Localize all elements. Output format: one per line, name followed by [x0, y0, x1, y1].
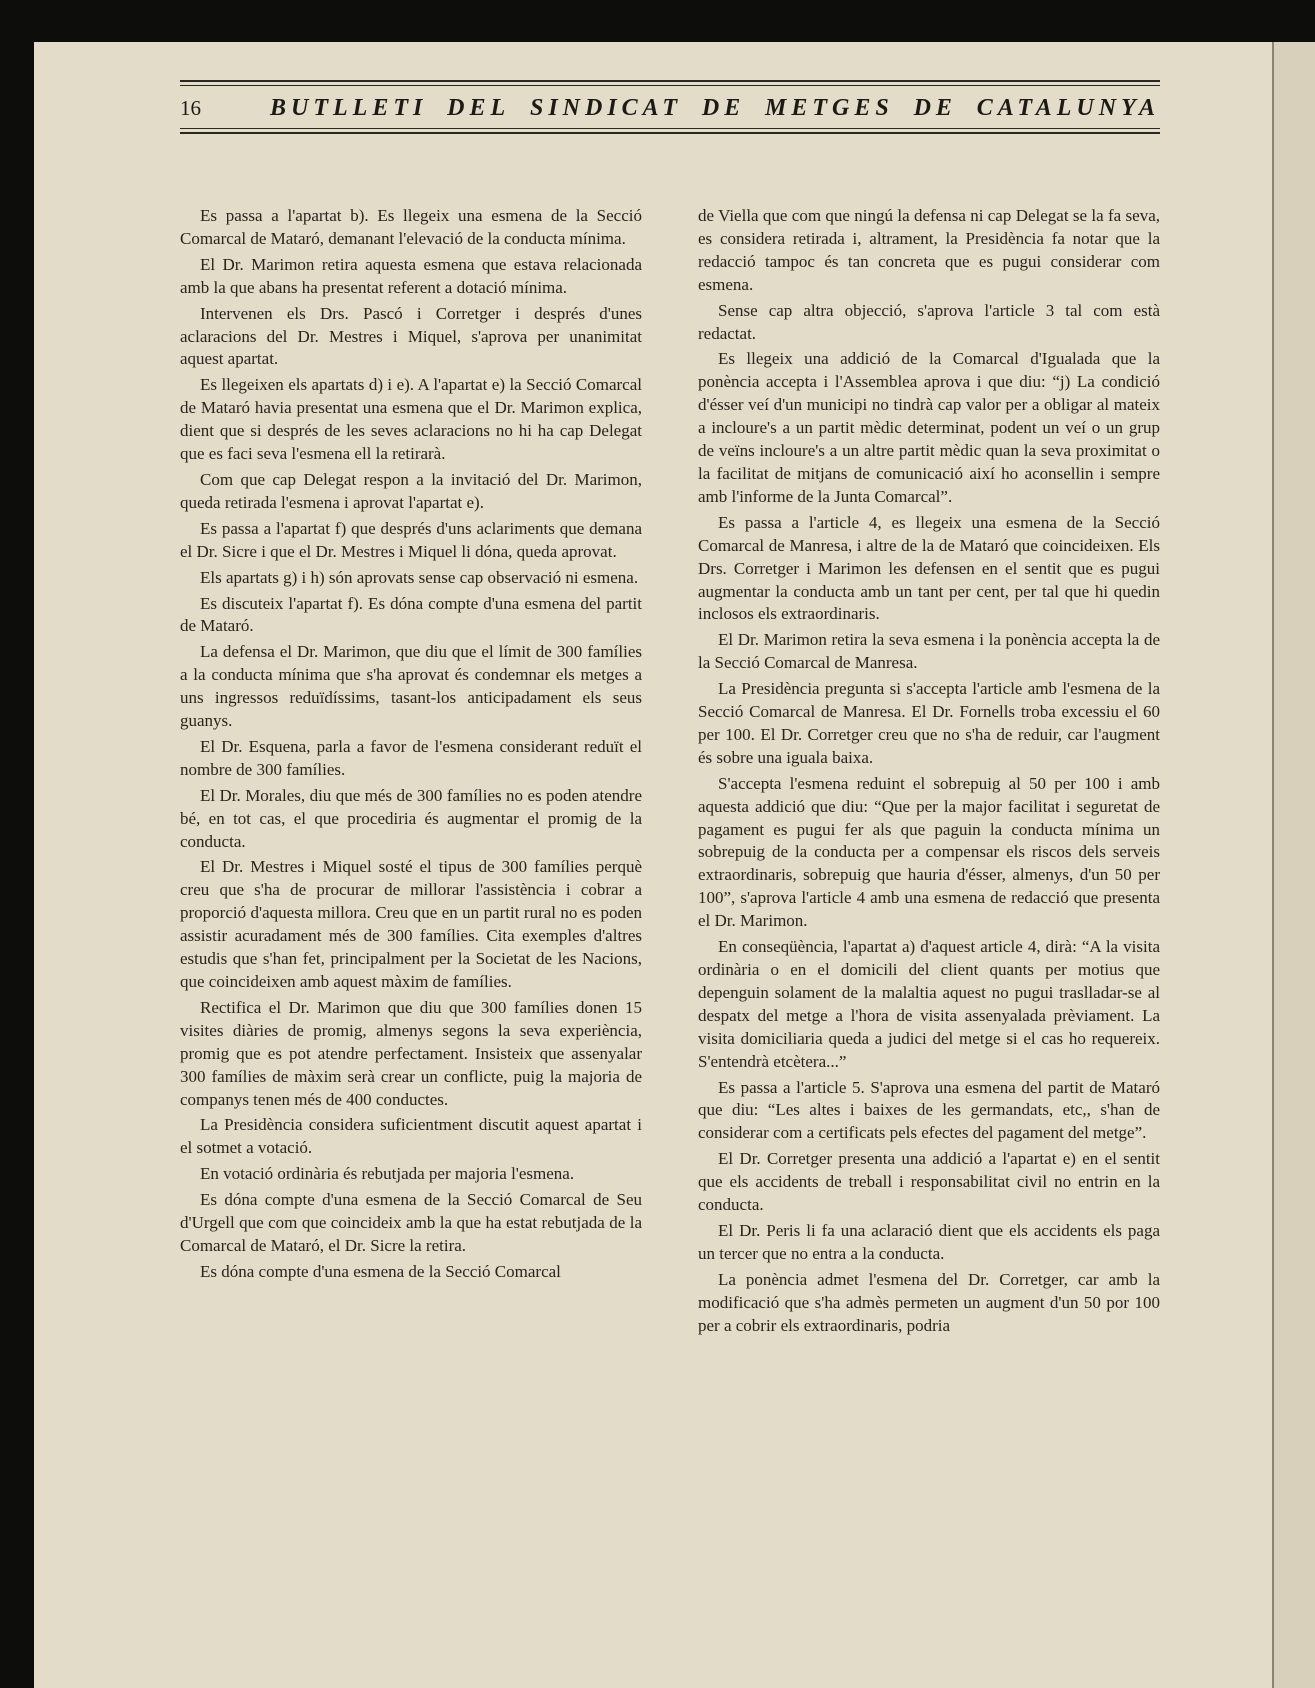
title-word: DE [701, 95, 746, 121]
title-word: DE [913, 95, 957, 121]
paragraph: S'accepta l'esmena reduint el sobrepuig al 50 per 100 i amb aquesta addició que diu: “Que per la major facilitat i seguretat de pagament es pugui fer als que paguin la conducta mínima un sobrepuig de la conducta per a compensar els riscos dels serveis extraordinaris, sobrepuig que hauria d'ésser, almenys, d'un 50 per 100”, s'aprova l'article 4 amb una esmena de redacció que presenta el Dr. Marimon. [698, 773, 1160, 931]
paragraph: Com que cap Delegat respon a la invitació del Dr. Marimon, queda retirada l'esmena i aprovat l'apartat e). [180, 469, 642, 512]
paragraph: Rectifica el Dr. Marimon que diu que 300 famílies donen 15 visites diàries de promig, almenys segons la seva experiència, promig que es pot atendre perfectament. Insisteix que assenyalar 300 famílies de màxim serà crear un conflicte, puig la majoria de companys tenen més de 400 conductes. [180, 997, 642, 1109]
header-bottom-rule-thin [180, 128, 1160, 129]
paragraph: Es dóna compte d'una esmena de la Secció Comarcal [200, 1261, 561, 1281]
paragraph: El Dr. Corretger presenta una addició a l'apartat e) en el sentit que els accidents de treball i responsabilitat civil no entrin en la conducta. [698, 1149, 1160, 1215]
header-row [180, 89, 1160, 128]
paragraph: Els apartats g) i h) són aprovats sense cap observació ni esmena. [200, 567, 639, 587]
paragraph: Es passa a l'apartat f) que després d'uns aclariments que demana el Dr. Sicre i que el Dr. Mestres i Miquel li dóna, queda aprovat. [180, 518, 642, 561]
paragraph: Intervenen els Drs. Pascó i Corretger i després d'unes aclaracions del Dr. Mestres i Miquel, s'aprova per unanimitat aquest apartat. [180, 303, 642, 369]
running-header [180, 80, 1160, 137]
title-word: CATALUNYA [976, 95, 1160, 121]
paragraph: En conseqüència, l'apartat a) d'aquest article 4, dirà: “A la visita ordinària o en el domicili del client quants per motius que depenguin solament de la malaltia aquest no pugui traslladar-se al despatx del metge a l'hora de visita assenyalada prèviament. La visita domiciliaria queda a judici del metge si el cas ho requereix. S'entendrà etcètera...” [698, 937, 1160, 1071]
paragraph: El Dr. Peris li fa una aclaració dient que els accidents els paga un tercer que no entra a la conducta. [698, 1220, 1160, 1263]
paragraph: La Presidència pregunta si s'accepta l'article amb l'esmena de la Secció Comarcal de Manresa. El Dr. Fornells troba excessiu el 60 per 100. El Dr. Corretger creu que no s'ha de reduir, car l'augment és sobre una iguala baixa. [698, 679, 1160, 767]
title-word: BUTLLETI [270, 95, 428, 121]
right-column [698, 205, 1160, 1341]
publication-title [270, 95, 1160, 122]
paragraph: La Presidència considera suficientment discutit aquest apartat i el sotmet a votació. [180, 1115, 642, 1158]
paragraph: Es passa a l'article 4, es llegeix una esmena de la Secció Comarcal de Manresa, i altre de la de Mataró que coincideixen. Els Drs. Corretger i Marimon les defensen en el sentit que es pugui augmentar la conducta amb un tant per cent, per tal que hi quedin inclosos els extraordinaris. [698, 512, 1160, 624]
header-top-rule [180, 80, 1160, 82]
title-word: DEL [447, 95, 511, 121]
paragraph: Es passa a l'article 5. S'aprova una esmena del partit de Mataró que diu: “Les altes i baixes de les germandats, etc,, s'han de considerar com a certificats pels efectes del pagament del metge”. [698, 1077, 1160, 1143]
adjacent-page-edge [1272, 42, 1315, 1688]
body-columns [180, 205, 1160, 1341]
paragraph: En votació ordinària és rebutjada per majoria l'esmena. [200, 1164, 575, 1184]
paragraph: La ponència admet l'esmena del Dr. Corretger, car amb la modificació que s'ha admès permeten un augment d'un 50 por 100 per a cobrir els extraordinaris, podria [698, 1269, 1160, 1335]
header-bottom-rule [180, 132, 1160, 134]
header-top-rule-thin [180, 85, 1160, 86]
title-word: METGES [765, 95, 894, 121]
paragraph: Es discuteix l'apartat f). Es dóna compte d'una esmena del partit de Mataró. [180, 593, 642, 636]
paragraph: Es passa a l'apartat b). Es llegeix una esmena de la Secció Comarcal de Mataró, demanant l'elevació de la conducta mínima. [180, 206, 642, 248]
paragraph: La defensa el Dr. Marimon, que diu que el límit de 300 famílies a la conducta mínima que s'ha aprovat és condemnar els metges a uns ingressos reduïdíssims, tasant-los anticipadament els seus guanys. [180, 642, 642, 731]
paragraph: El Dr. Marimon retira aquesta esmena que estava relacionada amb la que abans ha presentat referent a dotació mínima. [180, 254, 642, 297]
page-number: 16 [180, 96, 201, 120]
left-column [180, 205, 642, 1341]
paragraph: Sense cap altra objecció, s'aprova l'article 3 tal com està redactat. [698, 300, 1160, 343]
paragraph: El Dr. Esquena, parla a favor de l'esmena considerant reduït el nombre de 300 famílies. [180, 736, 642, 779]
paragraph: El Dr. Morales, diu que més de 300 famílies no es poden atendre bé, en tot cas, el que procediria és augmentar el promig de la conducta. [180, 785, 642, 851]
paragraph: Es llegeixen els apartats d) i e). A l'apartat e) la Secció Comarcal de Mataró havia presentat una esmena que el Dr. Marimon explica, dient que si després de les seves aclaracions no hi ha cap Delegat que es faci seva l'esmena ell la retirarà. [180, 375, 642, 464]
paragraph: Es dóna compte d'una esmena de la Secció Comarcal de Seu d'Urgell que com que coincideix amb la que ha estat rebutjada de la Comarcal de Mataró, el Dr. Sicre la retira. [180, 1190, 642, 1255]
paragraph: El Dr. Mestres i Miquel sosté el tipus de 300 famílies perquè creu que s'ha de procurar de millorar l'assistència i cobrar a proporció d'aquesta millora. Creu que en un partit rural no es poden assistir acuradament més de 300 famílies. Cita exemples d'altres estudis que s'han fet, principalment per la Societat de les Nacions, que coincideixen amb aquest màxim de famílies. [180, 857, 642, 991]
paragraph: Es llegeix una addició de la Comarcal d'Igualada que la ponència accepta i l'Assemblea aprova i que diu: “j) La condició d'ésser veí d'un municipi no tindrà cap valor per a obligar al mateix a incloure's a un partit mèdic determinat, podent un veí o un grup de veïns incloure's a un altre partit mèdic quan la seva proximitat o la facilitat de mitjans de comunicació així ho aconsellin i sempre amb l'informe de la Junta Comarcal”. [698, 349, 1160, 506]
paragraph: de Viella que com que ningú la defensa ni cap Delegat se la fa seva, es considera retirada i, altrament, la Presidència fa notar que la redacció tampoc és tan concreta que es pugui considerar com esmena. [698, 206, 1160, 294]
title-word: SINDICAT [529, 95, 683, 121]
paragraph: El Dr. Marimon retira la seva esmena i la ponència accepta la de la Secció Comarcal de Manresa. [698, 630, 1160, 673]
